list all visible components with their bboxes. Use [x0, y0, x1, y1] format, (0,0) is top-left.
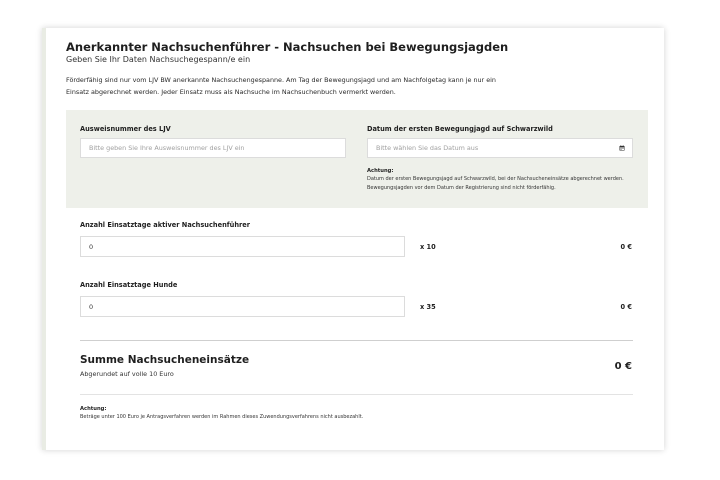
hunt-date-input[interactable] [367, 138, 633, 158]
card-accent [42, 28, 46, 450]
sum-subtitle: Abgerundet auf volle 10 Euro [80, 370, 174, 378]
sum-title: Summe Nachsucheneinsätze [80, 354, 250, 366]
dog-days-amount: 0 € [620, 303, 632, 311]
ljv-number-input[interactable] [80, 138, 346, 158]
sum-amount: 0 € [614, 361, 632, 372]
form-intro: Förderfähig sind nur vom LJV BW anerkannte Nachsuchengespanne. Am Tag der Bewegungsjagd und am Nachfolgetag kann je nur ein Einsatz abgerechnet werden. Jeder Einsatz muss als Nachsuche im Nachsuchenbuch vermerkt werden. [66, 76, 496, 96]
sum-divider [80, 340, 633, 341]
form-card [42, 28, 664, 450]
date-note-title: Achtung: [367, 168, 394, 174]
leader-days-amount: 0 € [620, 243, 632, 251]
form-content [66, 28, 648, 450]
leader-days-input[interactable] [80, 236, 405, 257]
footer-note-text: Beträge unter 100 Euro je Antragsverfahren werden im Rahmen dieses Zuwendungsverfahrens nicht ausbezahlt. [80, 414, 364, 420]
dog-days-label: Anzahl Einsatztage Hunde [80, 281, 178, 289]
form-title: Anerkannter Nachsuchenführer - Nachsuchen bei Bewegungsjagden [66, 40, 509, 54]
form-subtitle: Geben Sie Ihr Daten Nachsuchegespann/e ein [66, 55, 251, 64]
leader-days-multiplier: x 10 [420, 243, 436, 251]
dog-days-multiplier: x 35 [420, 303, 436, 311]
footer-divider [80, 394, 633, 395]
calendar-icon[interactable] [619, 145, 625, 151]
identification-panel [66, 110, 648, 208]
leader-days-label: Anzahl Einsatztage aktiver Nachsuchenführer [80, 221, 251, 229]
ljv-number-label: Ausweisnummer des LJV [80, 125, 171, 133]
footer-note-title: Achtung: [80, 406, 107, 412]
hunt-date-label: Datum der ersten Bewegungjagd auf Schwarzwild [367, 125, 553, 133]
dog-days-input[interactable] [80, 296, 405, 317]
date-note-text: Datum der ersten Bewegungsjagd auf Schwarzwild, bei der Nachsucheneinsätze abgerechnet werden. Bewegungsjagden vor dem Datum der Registrierung sind nicht förderfähig. [367, 176, 624, 191]
